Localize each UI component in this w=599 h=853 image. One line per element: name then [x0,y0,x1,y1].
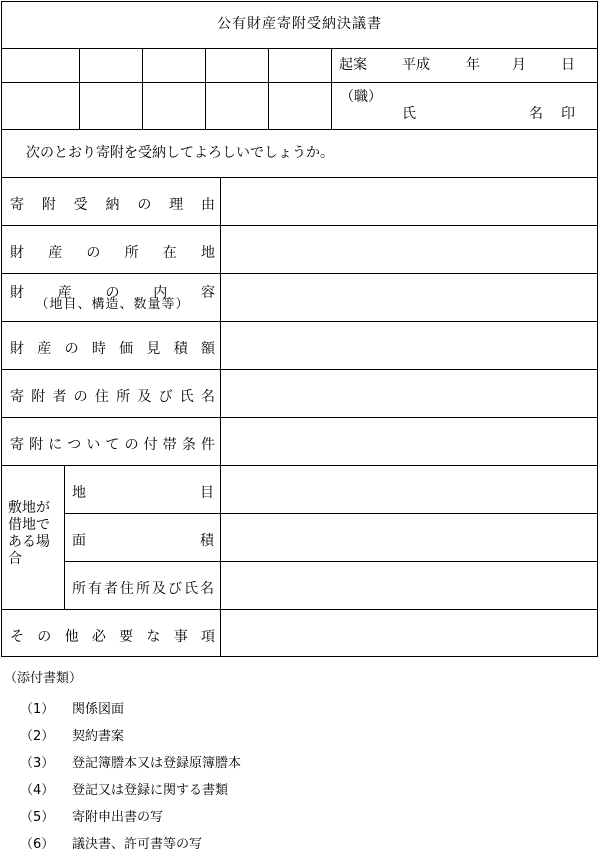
attachment-item [20,725,124,744]
label-char: 事 [173,629,188,645]
label-char: の [64,341,79,357]
divider [142,48,143,129]
area-label [72,530,214,550]
attachment-text: 寄附申出書の写 [72,810,164,825]
label-char: 他 [64,629,79,645]
divider [1,369,598,370]
label-char: 帯 [162,437,177,453]
label-char: 所 [136,581,150,597]
divider [1,82,598,83]
divider [64,561,598,562]
label-char: 住 [94,389,109,405]
label-char: 住 [120,581,134,597]
label-char: 者 [104,581,118,597]
label-char: の [124,437,139,453]
divider [220,177,221,657]
label-char: 項 [200,629,215,645]
label-char: 所 [116,389,131,405]
label-char: 附 [29,437,44,453]
label-char: び [158,389,173,405]
divider [1,465,598,466]
divider [1,417,598,418]
month-label: 月 [512,57,526,73]
attachment-item [20,752,241,771]
other-label [10,626,215,646]
label-char: の [37,629,52,645]
label-char: 及 [137,389,152,405]
label-char: に [48,437,63,453]
label-char: 要 [119,629,134,645]
label-char: 附 [31,389,46,405]
label-char: て [105,437,120,453]
content-note: （地目、構造、数量等） [35,297,190,312]
divider [331,48,332,129]
label-char: 産 [48,245,63,261]
label-char: 条 [181,437,196,453]
label-char: 見 [146,341,161,357]
label-char: 内 [153,285,168,301]
borrowed-land-label: 敷地が借地である場合 [8,500,50,567]
attachments-heading: （添付書類） [4,671,83,686]
attachment-item [20,833,202,852]
label-char: 時 [91,341,106,357]
divider [1,177,598,178]
name-label: 名 [529,106,543,122]
label-char: 財 [10,285,24,301]
label-char: 産 [57,285,72,301]
label-char: 積 [200,533,214,549]
location-label [10,242,215,262]
label-char: 件 [200,437,215,453]
divider [1,225,598,226]
label-char: 受 [73,197,88,213]
attachment-text: 登記簿謄本又は登録原簿謄本 [72,756,242,771]
attachment-item [20,779,228,798]
label-char: 財 [10,245,24,261]
attachment-text: 議決書、許可書等の写 [72,837,203,852]
label-char: 額 [200,341,215,357]
attachment-number: （3） [20,756,55,771]
attachment-text: 登記又は登録に関する書類 [72,783,229,798]
attachment-number: （4） [20,783,55,798]
label-char: の [73,389,88,405]
year-label: 年 [466,57,480,73]
label-char: つ [67,437,82,453]
divider [1,609,598,610]
seal-label: 印 [561,106,575,122]
label-char: 必 [91,629,106,645]
label-char: な [146,629,161,645]
label-char: 所 [72,581,86,597]
label-char: 地 [200,245,215,261]
conditions-label [10,434,215,454]
divider [1,48,598,49]
label-char: 寄 [10,437,24,453]
owner-label [72,578,214,598]
label-char: 有 [88,581,102,597]
label-char: 積 [173,341,188,357]
era-label: 平成 [402,57,430,73]
reason-label [10,194,215,214]
divider [268,48,269,129]
label-char: の [137,197,152,213]
land-category-label [72,482,214,502]
draft-label: 起案 [339,57,367,73]
label-char: 容 [201,285,215,301]
label-char: 付 [143,437,158,453]
label-char: 氏 [179,389,194,405]
divider [1,129,598,130]
divider [1,321,598,322]
divider [205,48,206,129]
label-char: い [86,437,101,453]
label-char: 財 [10,341,24,357]
label-char: 納 [105,197,120,213]
attachment-text: 契約書案 [72,729,125,744]
position-label: （職） [340,89,382,105]
label-char: 面 [72,533,86,549]
label-char: の [86,245,101,261]
label-char: 価 [119,341,134,357]
label-char: 所 [124,245,139,261]
divider [1,273,598,274]
donor-label [10,386,215,406]
attachment-item [20,698,124,717]
label-char: 目 [200,485,214,501]
divider [64,465,65,609]
surname-label: 氏 [402,106,416,122]
label-char: の [105,285,120,301]
label-char: 在 [162,245,177,261]
attachment-number: （5） [20,810,55,825]
label-char: そ [10,629,24,645]
label-char: 理 [169,197,184,213]
form-title: 公有財産寄附受納決議書 [217,16,382,32]
label-char: 産 [37,341,52,357]
attachment-text: 関係図面 [72,702,125,717]
label-char: 寄 [10,389,24,405]
label-char: 地 [72,485,86,501]
label-char: 名 [200,389,215,405]
attachment-item [20,806,163,825]
label-char: 名 [200,581,214,597]
label-char: 由 [200,197,215,213]
attachment-number: （2） [20,729,55,744]
attachment-number: （6） [20,837,55,852]
label-char: 附 [41,197,56,213]
divider [64,513,598,514]
label-char: 及 [152,581,166,597]
intro-text: 次のとおり寄附を受納してよろしいでしょうか。 [26,145,334,161]
day-label: 日 [561,57,575,73]
label-char: び [168,581,182,597]
label-char: 者 [52,389,67,405]
label-char: 寄 [10,197,24,213]
attachment-number: （1） [20,702,55,717]
label-char: 氏 [184,581,198,597]
value-label [10,338,215,358]
divider [79,48,80,129]
form-table [1,1,598,657]
